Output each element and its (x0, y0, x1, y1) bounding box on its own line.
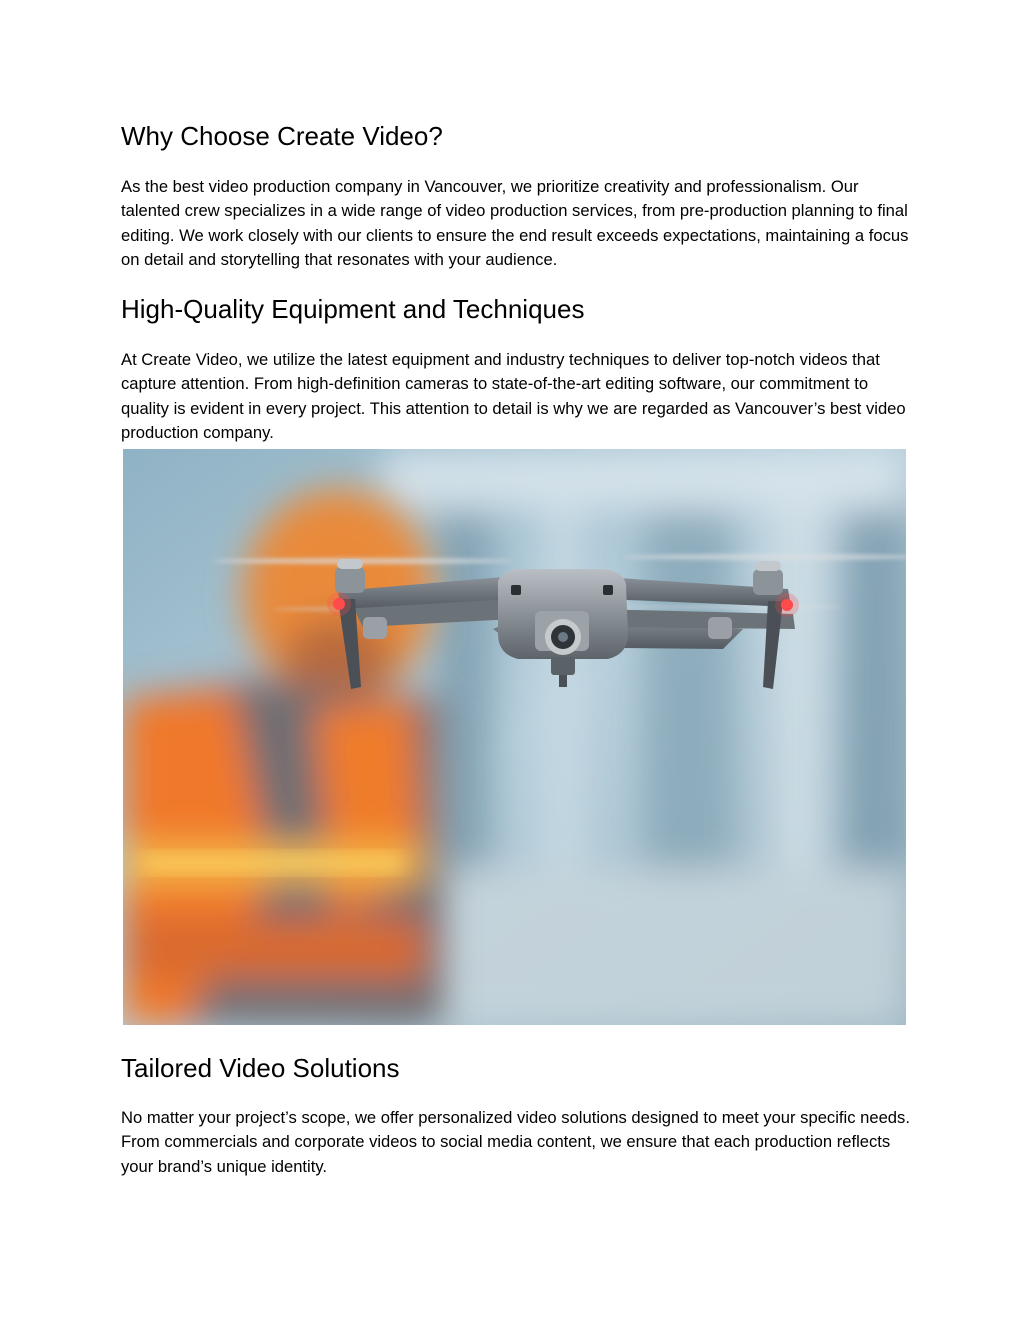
drone-photo (123, 449, 906, 1025)
section-body-why-choose: As the best video production company in Vancouver, we prioritize creativity and professionalism. Our talented crew specializes in a wide range of video production services, from pre-production planning to final editing. We work closely with our clients to ensure the end result exceeds expectations, maintaining a focus on detail and storytelling that resonates with your audience. (121, 177, 909, 270)
section-heading-equipment: High-Quality Equipment and Techniques (121, 294, 585, 324)
section-heading-tailored: Tailored Video Solutions (121, 1053, 400, 1083)
section-body-equipment: At Create Video, we utilize the latest equipment and industry techniques to deliver top-notch videos that capture attention. From high-definition cameras to state-of-the-art editing software, our commitment to quality is evident in every project. This attention to detail is why we are regarded as Vancouver’s best video production company. (121, 350, 906, 443)
section-heading-why-choose: Why Choose Create Video? (121, 121, 443, 151)
section-body-tailored: No matter your project’s scope, we offer personalized video solutions designed to meet your specific needs. From commercials and corporate videos to social media content, we ensure that each production reflects your brand’s unique identity. (121, 1108, 910, 1176)
